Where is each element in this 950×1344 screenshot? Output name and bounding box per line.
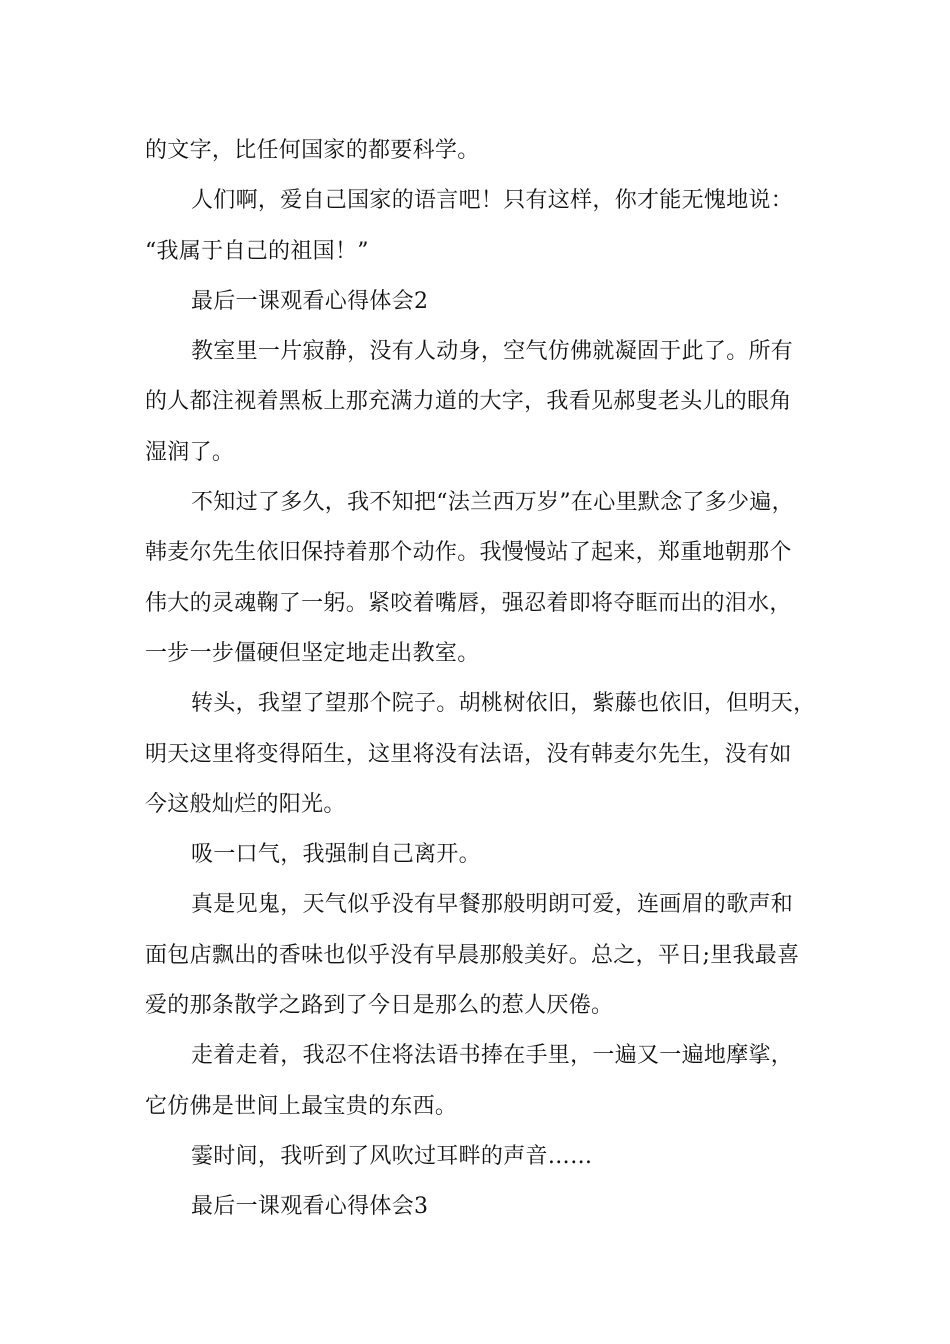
text-line: 的人都注视着黑板上那充满力道的大字，我看见郝叟老头儿的眼角 [145, 389, 792, 415]
text-line: 一步一步僵硬但坚定地走出教室。 [145, 640, 480, 666]
section-heading: 最后一课观看心得体会3 [191, 1194, 429, 1220]
text-line: 伟大的灵魂鞠了一躬。紧咬着嘴唇，强忍着即将夺眶而出的泪水， [145, 590, 792, 616]
section-heading: 最后一课观看心得体会2 [191, 288, 429, 314]
text-line: 转头，我望了望那个院子。胡桃树依旧，紫藤也依旧，但明天， [191, 691, 816, 717]
text-line: 面包店飘出的香味也似乎没有早晨那般美好。总之，平日;里我最喜 [145, 942, 800, 968]
text-line: 明天这里将变得陌生，这里将没有法语，没有韩麦尔先生，没有如 [145, 741, 792, 767]
text-line: 它仿佛是世间上最宝贵的东西。 [145, 1093, 458, 1119]
text-line: “我属于自己的祖国！” [145, 238, 369, 264]
text-line: 真是见鬼，天气似乎没有早餐那般明朗可爱，连画眉的歌声和 [191, 892, 794, 918]
text-line: 韩麦尔先生依旧保持着那个动作。我慢慢站了起来，郑重地朝那个 [145, 540, 792, 566]
text-line: 湿润了。 [145, 439, 235, 465]
text-line: 霎时间，我听到了风吹过耳畔的声音…… [191, 1143, 593, 1169]
text-line: 人们啊，爱自己国家的语言吧！只有这样，你才能无愧地说： [191, 188, 794, 214]
text-line: 今这般灿烂的阳光。 [145, 791, 346, 817]
text-line: 的文字，比任何国家的都要科学。 [145, 138, 480, 163]
text-line: 吸一口气，我强制自己离开。 [191, 842, 481, 868]
text-line: 爱的那条散学之路到了今日是那么的惹人厌倦。 [145, 993, 614, 1019]
document-body [145, 126, 835, 1233]
text-line: 教室里一片寂静，没有人动身，空气仿佛就凝固于此了。所有 [191, 339, 794, 365]
text-line: 不知过了多久，我不知把“法兰西万岁”在心里默念了多少遍， [191, 490, 794, 516]
text-line: 走着走着，我忍不住将法语书捧在手里，一遍又一遍地摩挲， [191, 1043, 794, 1069]
